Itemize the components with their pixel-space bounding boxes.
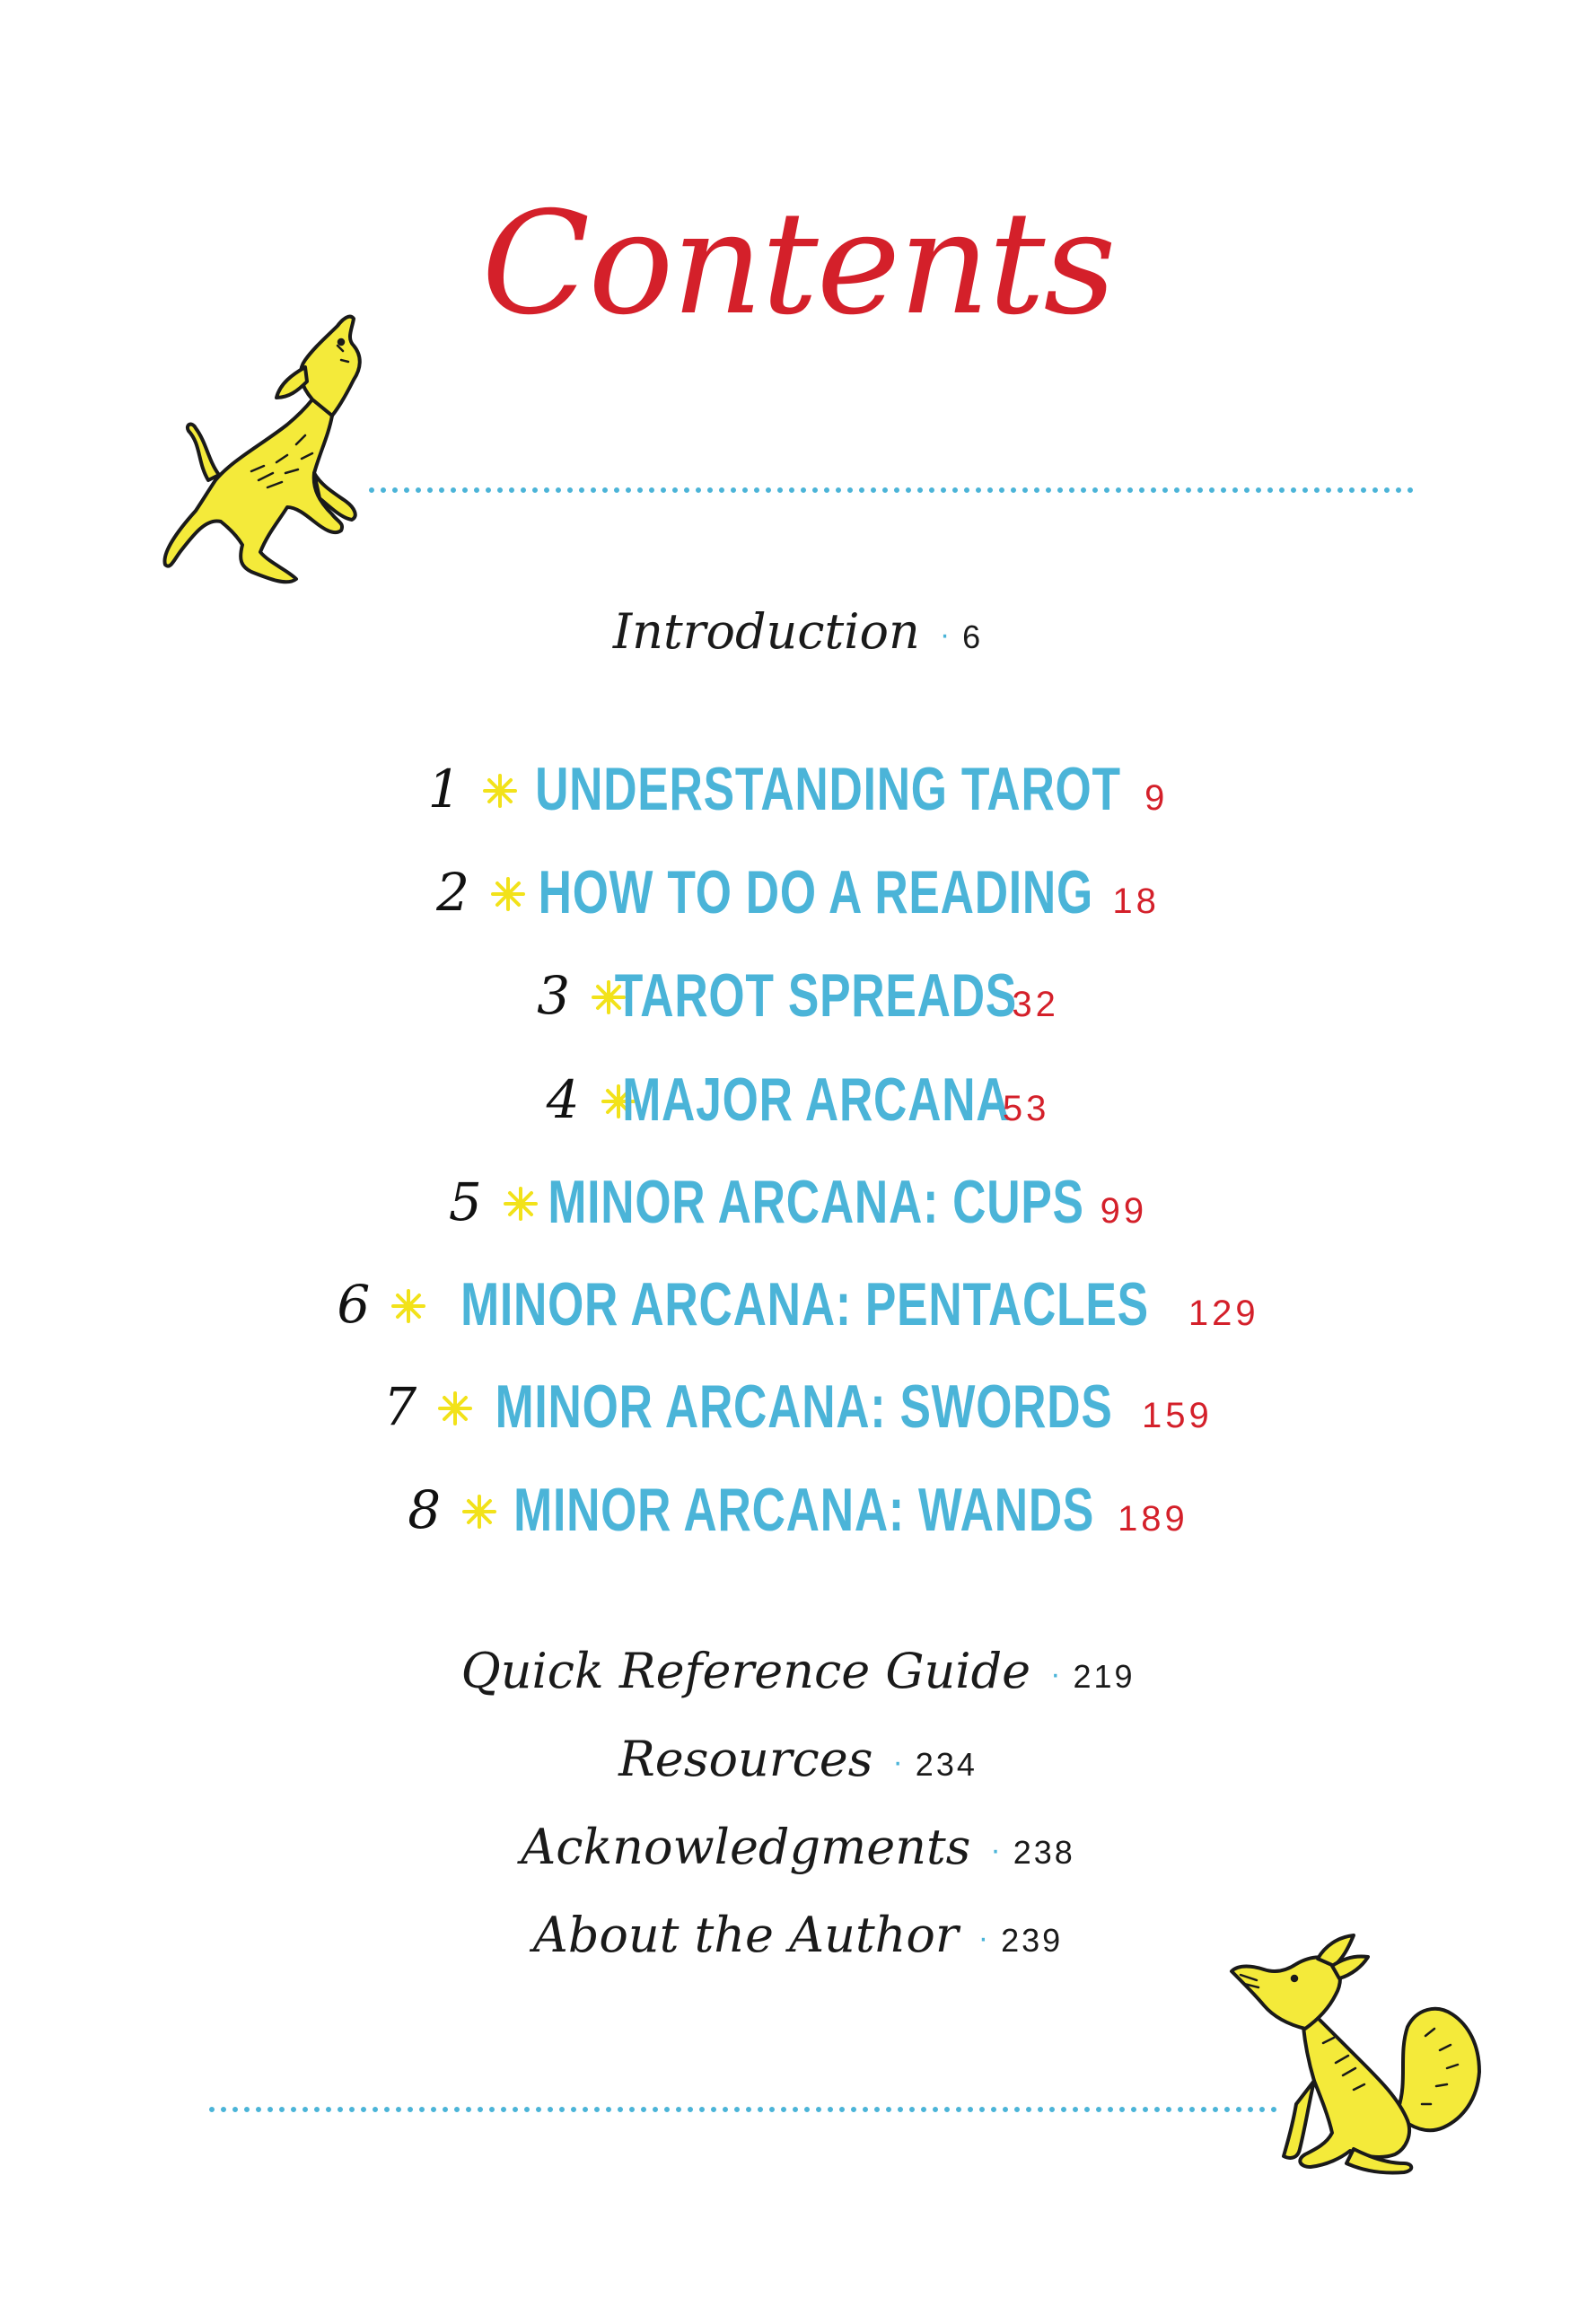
toc-chapter-3[interactable] [0,960,1596,1031]
toc-entry-page: 219 [1073,1658,1136,1695]
chapter-number: 1 [427,759,461,820]
toc-entry-label: Acknowledgments [521,1819,971,1875]
toc-entry-label: Introduction [612,603,920,660]
chapter-number: 2 [436,862,470,923]
chapter-number: 3 [537,965,570,1026]
toc-chapter-6[interactable] [0,1269,1596,1339]
toc-chapter-5[interactable] [0,1167,1596,1237]
toc-chapter-4[interactable] [0,1065,1596,1135]
chapter-title: MINOR ARCANA: SWORDS [495,1373,1114,1441]
chapter-number: 6 [337,1274,371,1335]
chapter-page: 9 [1144,777,1169,818]
separator-dot: · [978,1921,989,1955]
toc-entry-introduction[interactable] [0,603,1596,660]
bottom-dotted-rule [208,2106,1281,2113]
separator-dot: · [990,1833,1001,1867]
toc-entry-about-author[interactable] [0,1907,1596,1963]
toc-entry-page: 234 [915,1746,978,1783]
chapter-number: 4 [546,1069,580,1130]
toc-entry-quick-reference[interactable] [0,1643,1596,1699]
separator-dot: · [939,618,951,652]
toc-entry-label: About the Author [532,1907,959,1963]
chapter-page: 99 [1100,1190,1148,1231]
chapter-title: HOW TO DO A READING [539,858,1094,926]
chapter-page: 129 [1188,1293,1259,1333]
toc-chapter-8[interactable] [0,1475,1596,1545]
star-burst-icon [483,774,517,808]
toc-chapter-2[interactable] [0,857,1596,927]
howling-dog-icon [162,310,395,597]
separator-dot: · [892,1745,903,1779]
toc-entry-acknowledgments[interactable] [0,1819,1596,1875]
chapter-title: MAJOR ARCANA [622,1066,1011,1134]
toc-chapter-1[interactable] [0,754,1596,824]
howling-fox-icon [1228,1928,1497,2180]
chapter-title: MINOR ARCANA: PENTACLES [460,1270,1149,1338]
toc-entry-page: 6 [962,618,984,655]
star-burst-icon [491,877,525,911]
chapter-title: MINOR ARCANA: CUPS [548,1168,1084,1236]
chapter-number: 7 [383,1376,417,1437]
page-title: Contents [481,181,1115,346]
star-burst-icon [391,1289,425,1323]
top-dotted-rule [368,487,1423,494]
chapter-title: MINOR ARCANA: WANDS [513,1476,1095,1544]
star-burst-icon [438,1391,472,1425]
toc-chapter-7[interactable] [0,1372,1596,1442]
star-burst-icon [462,1495,496,1529]
chapter-title: UNDERSTANDING TAROT [534,755,1121,823]
chapter-page: 53 [1002,1088,1050,1128]
separator-dot: · [1050,1657,1061,1691]
chapter-number: 8 [408,1479,442,1540]
chapter-page: 32 [1012,984,1059,1024]
toc-entry-label: Quick Reference Guide [460,1643,1031,1699]
toc-entry-resources[interactable] [0,1731,1596,1787]
star-burst-icon [504,1187,538,1221]
chapter-page: 189 [1118,1498,1188,1539]
toc-entry-page: 238 [1013,1834,1075,1871]
chapter-title: TAROT SPREADS [615,961,1018,1030]
chapter-page: 159 [1142,1395,1213,1435]
chapter-page: 18 [1112,881,1160,921]
toc-entry-page: 239 [1001,1922,1064,1959]
chapter-number: 5 [448,1171,482,1232]
toc-entry-label: Resources [618,1731,873,1787]
